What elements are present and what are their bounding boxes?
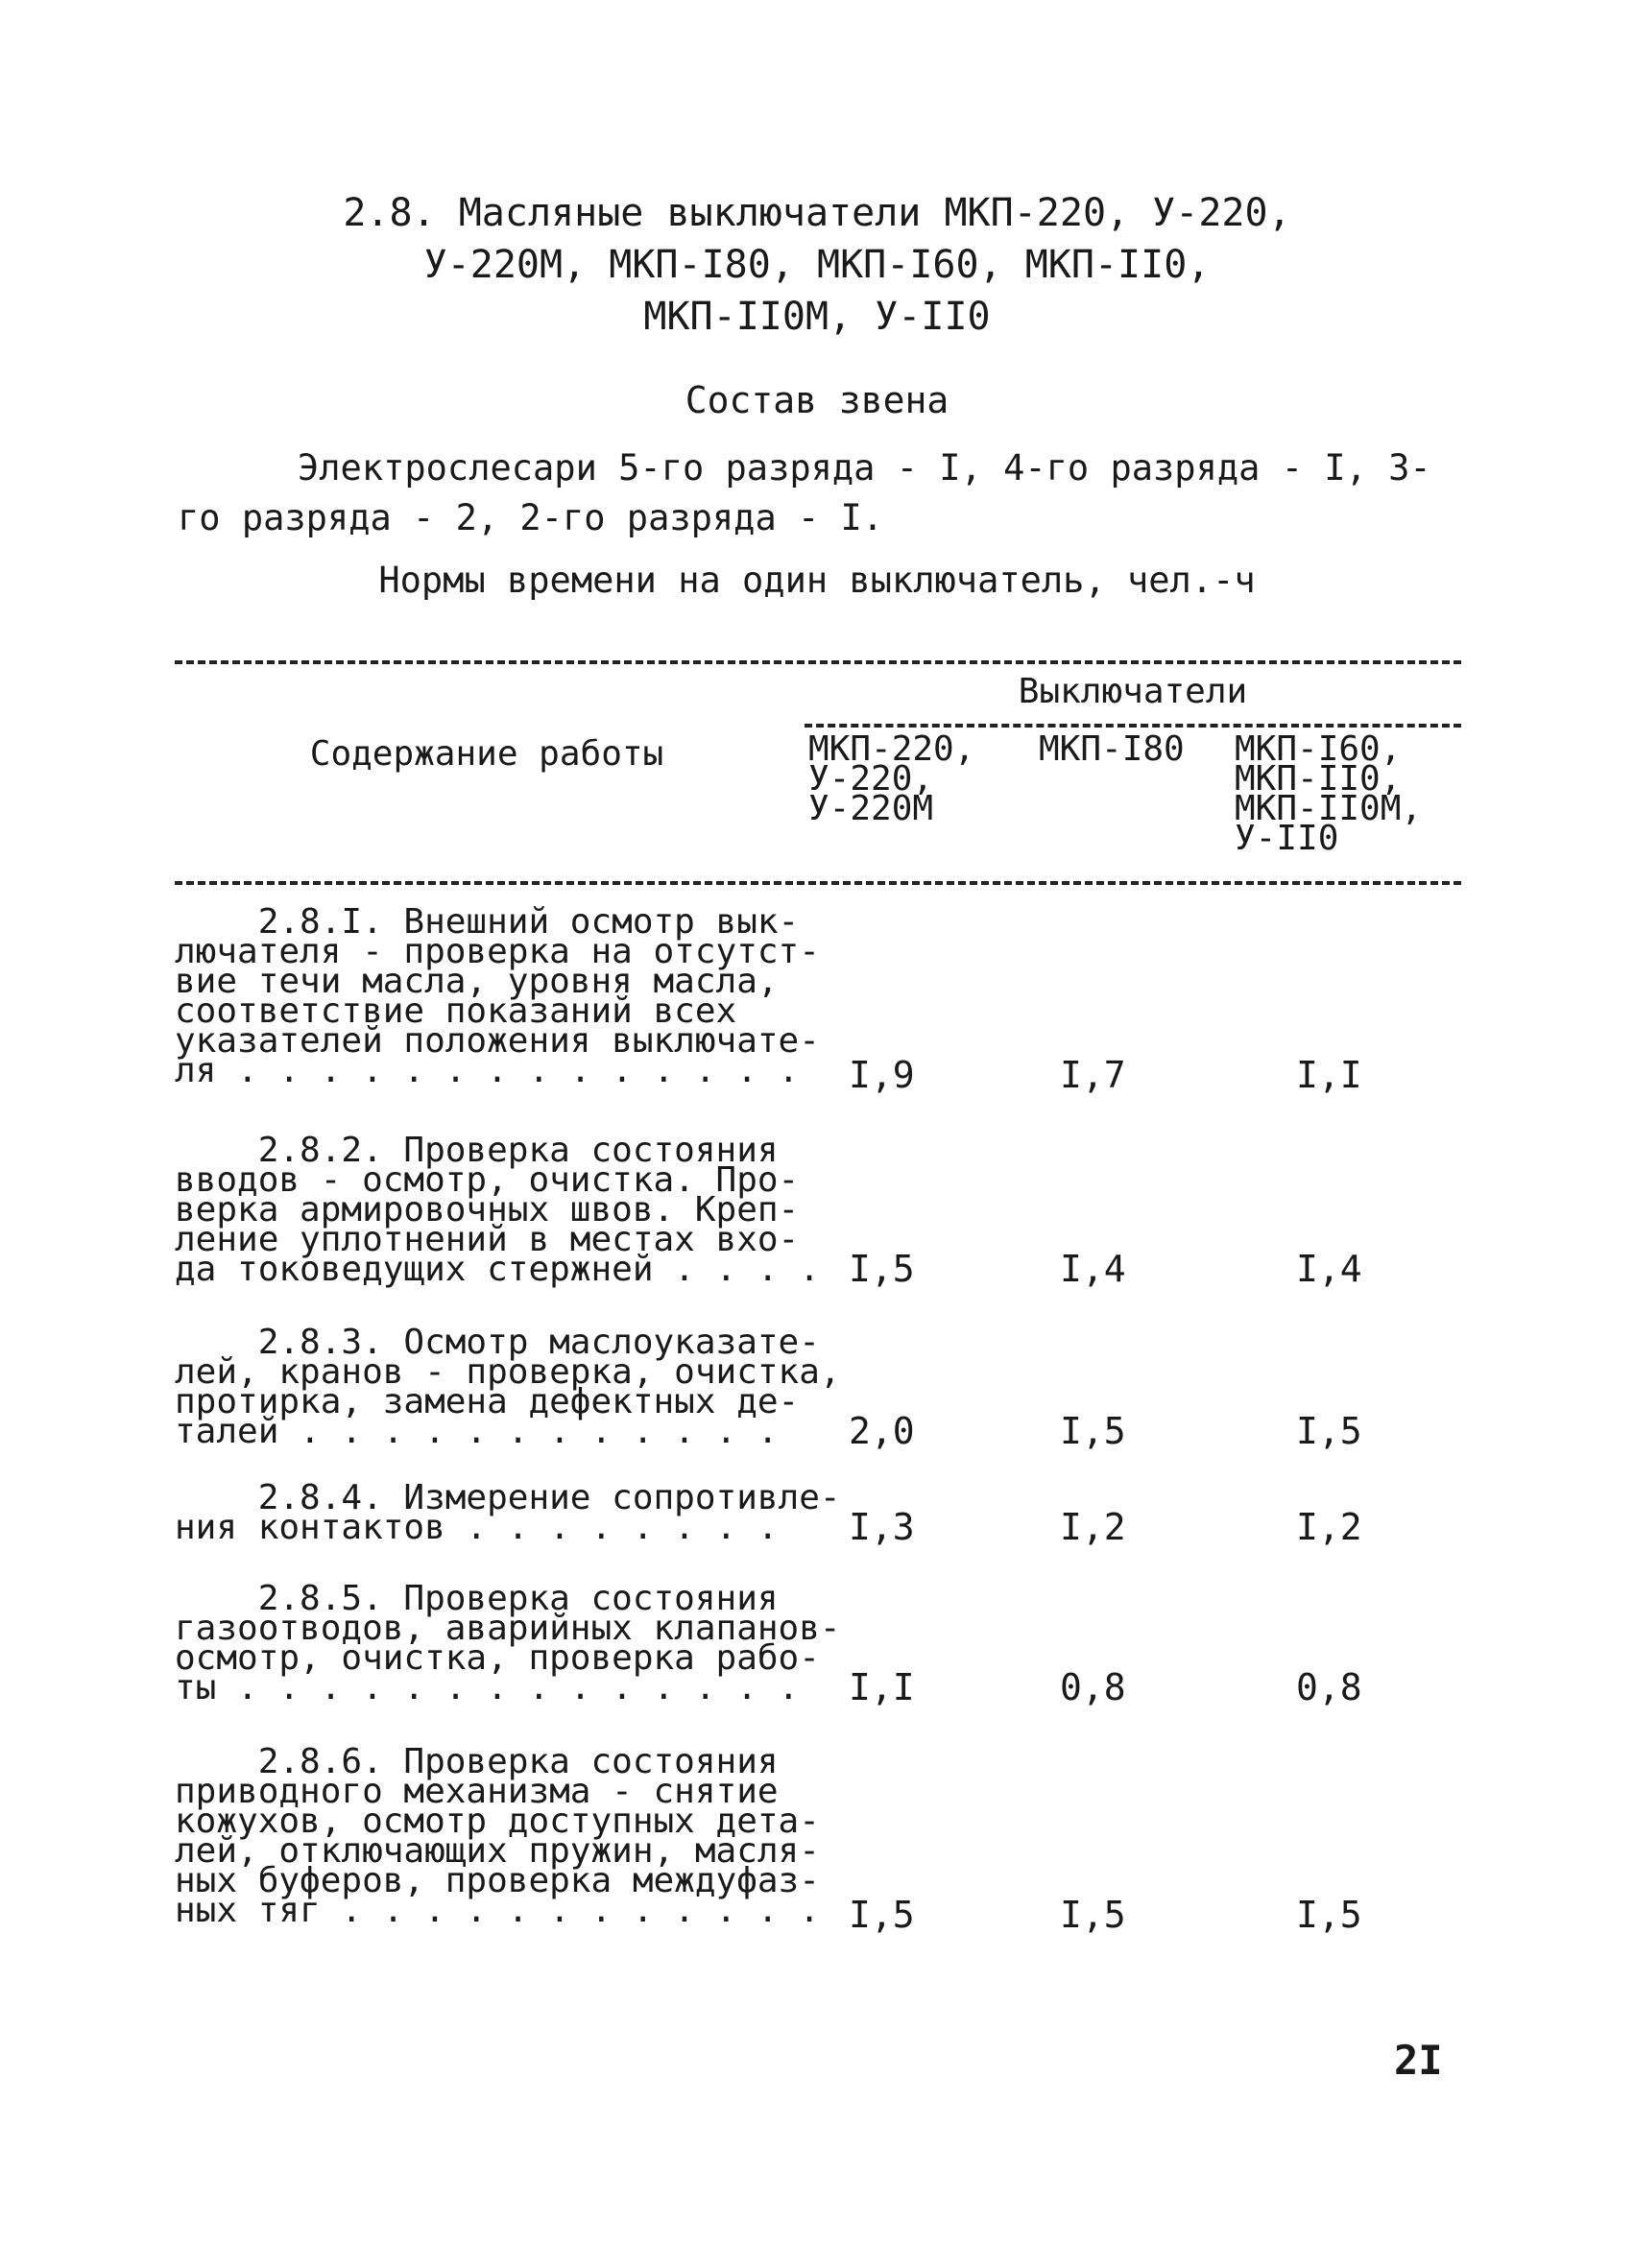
section-title-line-2: У-220М, МКП-I80, МКП-I60, МКП-II0, xyxy=(423,243,1211,287)
row-work-text: 2.8.6. Проверка состояния приводного механизма - снятие кожухов, осмотр доступных дета- лей, отключающих пружин, масля- ных буферов, проверка междуфаз- ных тяг . . . . . . . . . . . . xyxy=(175,1742,820,1930)
row-value-col-3: I,5 xyxy=(1296,1894,1362,1936)
table-top-rule xyxy=(175,660,1461,664)
row-value-col-1: 2,0 xyxy=(849,1410,915,1452)
row-value-col-2: I,7 xyxy=(1060,1054,1126,1096)
row-value-col-1: I,9 xyxy=(849,1054,915,1096)
row-value-col-1: I,5 xyxy=(849,1248,915,1290)
header-column-3: МКП-I60, МКП-II0, МКП-II0М, У-II0 xyxy=(1235,729,1423,858)
header-work-content: Содержание работы xyxy=(309,734,664,774)
row-value-col-2: I,5 xyxy=(1060,1410,1126,1452)
section-title xyxy=(0,187,1634,343)
row-work-text: 2.8.3. Осмотр маслоуказате- лей, кранов - проверка, очистка, протирка, замена дефектных де- талей . . . . . . . . . . . . xyxy=(175,1323,841,1451)
header-column-2: МКП-I80 xyxy=(1039,729,1185,769)
row-value-col-1: I,5 xyxy=(849,1894,915,1936)
row-value-col-3: 0,8 xyxy=(1296,1666,1362,1708)
row-value-col-1: I,I xyxy=(849,1666,915,1708)
page-number: 2I xyxy=(1394,2037,1443,2084)
section-title-line-1: 2.8. Масляные выключатели МКП-220, У-220, xyxy=(343,191,1291,235)
row-work-text: 2.8.I. Внешний осмотр вык- лючателя - проверка на отсутст- вие течи масла, уровня масла, соответствие показаний всех указателей положения выключате- ля . . . . . . . . . . . . . . xyxy=(175,902,820,1090)
header-column-1: МКП-220, У-220, У-220М xyxy=(808,729,975,828)
header-switches-group: Выключатели xyxy=(1018,672,1248,711)
crew-composition-text: Электрослесари 5-го разряда - I, 4-го разряда - I, 3-го разряда - 2, 2-го разряда - I. xyxy=(178,447,1431,538)
row-value-col-3: I,I xyxy=(1296,1054,1362,1096)
row-work-text: 2.8.2. Проверка состояния вводов - осмотр, очистка. Про- верка армировочных швов. Креп- ление уплотнений в местах вхо- да токоведущих стержней . . . . xyxy=(175,1131,820,1289)
row-value-col-2: I,5 xyxy=(1060,1894,1126,1936)
row-work-text: 2.8.5. Проверка состояния газоотводов, аварийных клапанов- осмотр, очистка, проверка рабо- ты . . . . . . . . . . . . . . xyxy=(175,1579,841,1707)
row-value-col-2: I,4 xyxy=(1060,1248,1126,1290)
row-value-col-1: I,3 xyxy=(849,1506,915,1548)
row-value-col-3: I,4 xyxy=(1296,1248,1362,1290)
header-group-rule xyxy=(805,724,1461,728)
crew-heading: Состав звена xyxy=(685,379,949,421)
section-title-line-3: МКП-II0М, У-II0 xyxy=(643,295,991,339)
row-value-col-3: I,2 xyxy=(1296,1506,1362,1548)
row-value-col-3: I,5 xyxy=(1296,1410,1362,1452)
header-bottom-rule xyxy=(175,881,1461,885)
row-value-col-2: I,2 xyxy=(1060,1506,1126,1548)
row-work-text: 2.8.4. Измерение сопротивле- ния контактов . . . . . . . . xyxy=(175,1478,841,1547)
row-value-col-2: 0,8 xyxy=(1060,1666,1126,1708)
norms-caption: Нормы времени на один выключатель, чел.-ч xyxy=(378,560,1256,601)
